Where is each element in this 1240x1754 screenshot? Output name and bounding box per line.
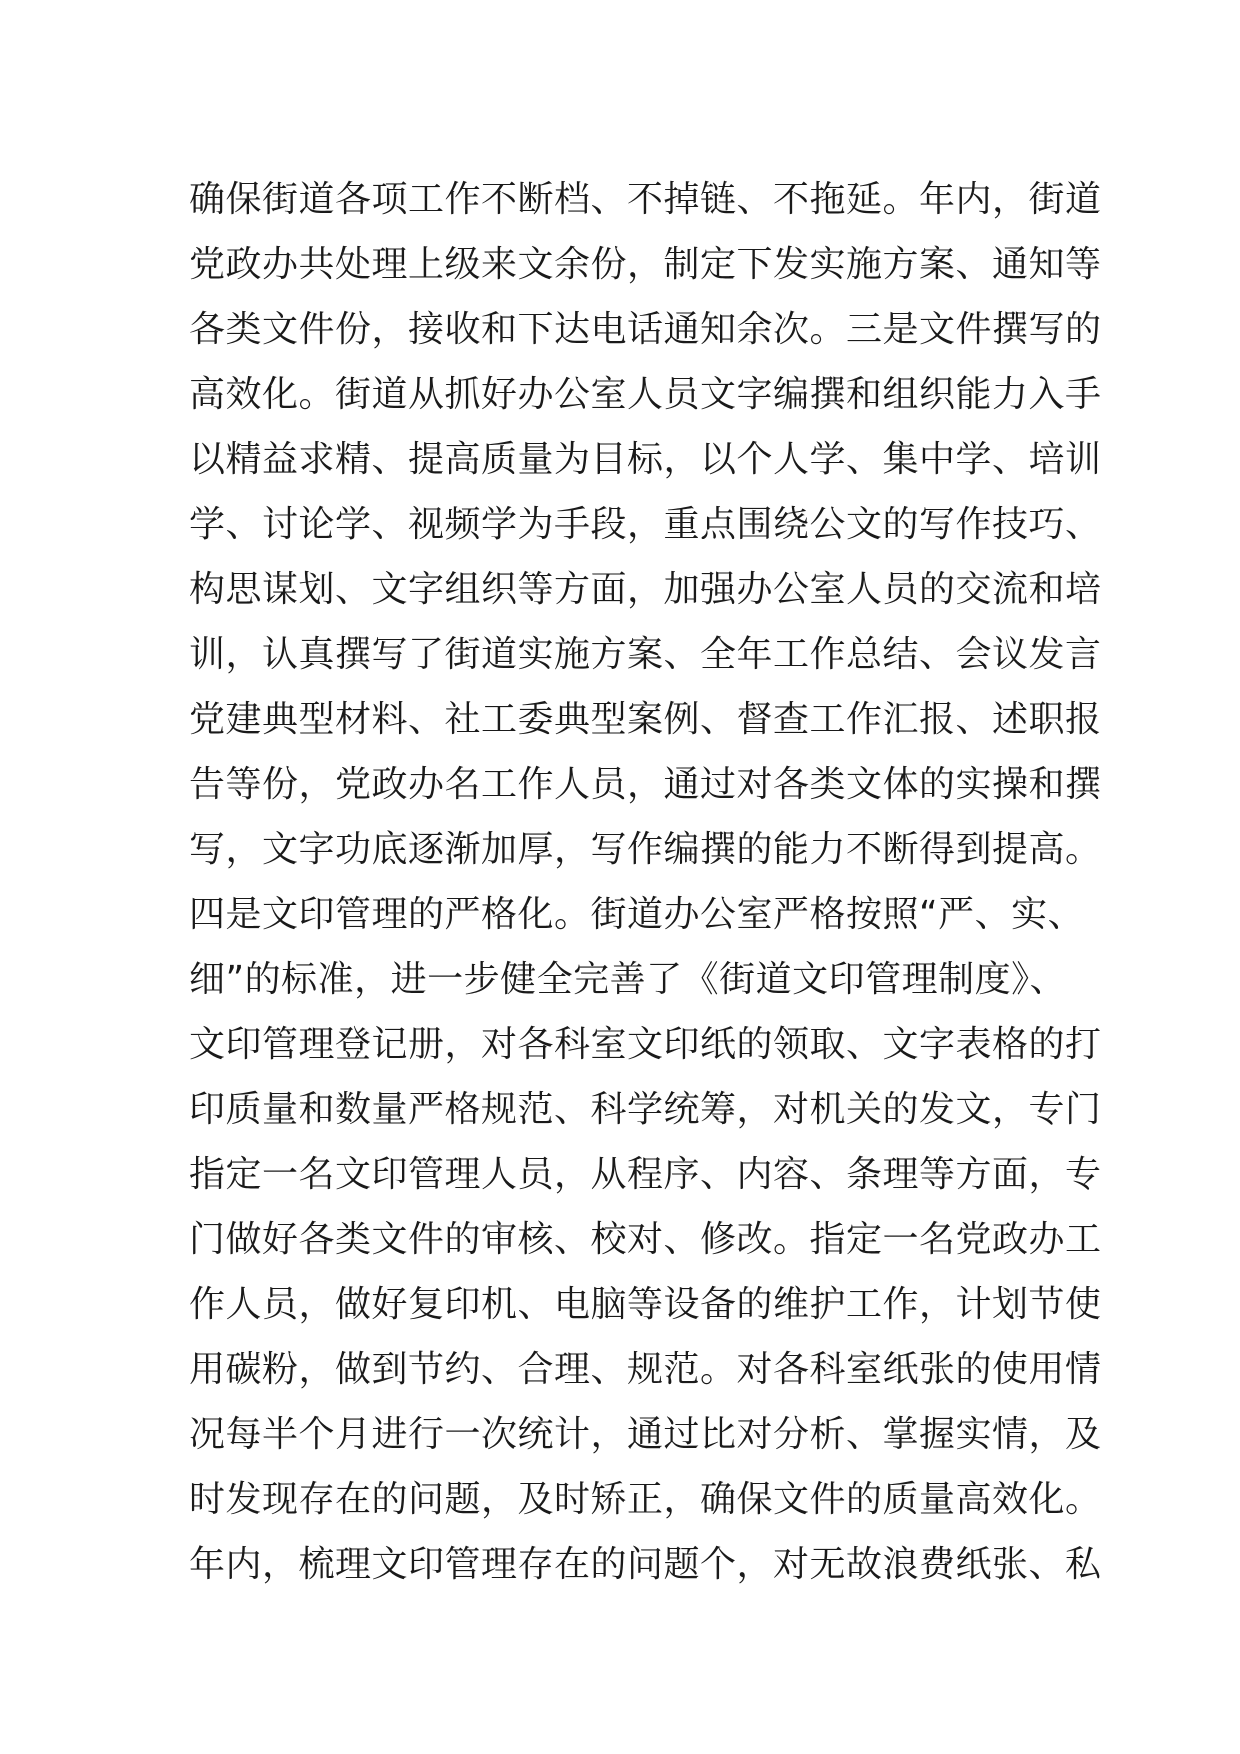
text-line: 四是文印管理的严格化。街道办公室严格按照“严、实、 — [189, 894, 1085, 935]
text-line: 指定一名文印管理人员，从程序、内容、条理等方面，专 — [189, 1154, 1102, 1195]
text-line: 确保街道各项工作不断档、不掉链、不拖延。年内，街道 — [189, 179, 1102, 220]
text-line: 细”的标准，进一步健全完善了《街道文印管理制度》、 — [189, 959, 1067, 1000]
text-line: 印质量和数量严格规范、科学统筹，对机关的发文，专门 — [189, 1089, 1102, 1130]
text-line: 门做好各类文件的审核、校对、修改。指定一名党政办工 — [189, 1219, 1102, 1260]
text-line: 文印管理登记册，对各科室文印纸的领取、文字表格的打 — [189, 1024, 1102, 1065]
text-line: 高效化。街道从抓好办公室人员文字编撰和组织能力入手 — [189, 374, 1102, 415]
text-line: 党建典型材料、社工委典型案例、督查工作汇报、述职报 — [189, 699, 1102, 740]
body-text — [189, 167, 1102, 1597]
text-line: 党政办共处理上级来文余份，制定下发实施方案、通知等 — [189, 244, 1102, 285]
text-line: 况每半个月进行一次统计，通过比对分析、掌握实情，及 — [189, 1414, 1102, 1455]
text-line: 学、讨论学、视频学为手段，重点围绕公文的写作技巧、 — [189, 504, 1102, 545]
text-line: 年内，梳理文印管理存在的问题个，对无故浪费纸张、私 — [189, 1544, 1102, 1585]
text-line: 用碳粉，做到节约、合理、规范。对各科室纸张的使用情 — [189, 1349, 1102, 1390]
text-line: 构思谋划、文字组织等方面，加强办公室人员的交流和培 — [189, 569, 1102, 610]
text-line: 训，认真撰写了街道实施方案、全年工作总结、会议发言 — [189, 634, 1102, 675]
text-line: 各类文件份，接收和下达电话通知余次。三是文件撰写的 — [189, 309, 1102, 350]
text-line: 以精益求精、提高质量为目标，以个人学、集中学、培训 — [189, 439, 1102, 480]
text-line: 作人员，做好复印机、电脑等设备的维护工作，计划节使 — [189, 1284, 1102, 1325]
text-line: 写，文字功底逐渐加厚，写作编撰的能力不断得到提高。 — [189, 829, 1102, 870]
text-line: 时发现存在的问题，及时矫正，确保文件的质量高效化。 — [189, 1479, 1102, 1520]
text-line: 告等份，党政办名工作人员，通过对各类文体的实操和撰 — [189, 764, 1102, 805]
